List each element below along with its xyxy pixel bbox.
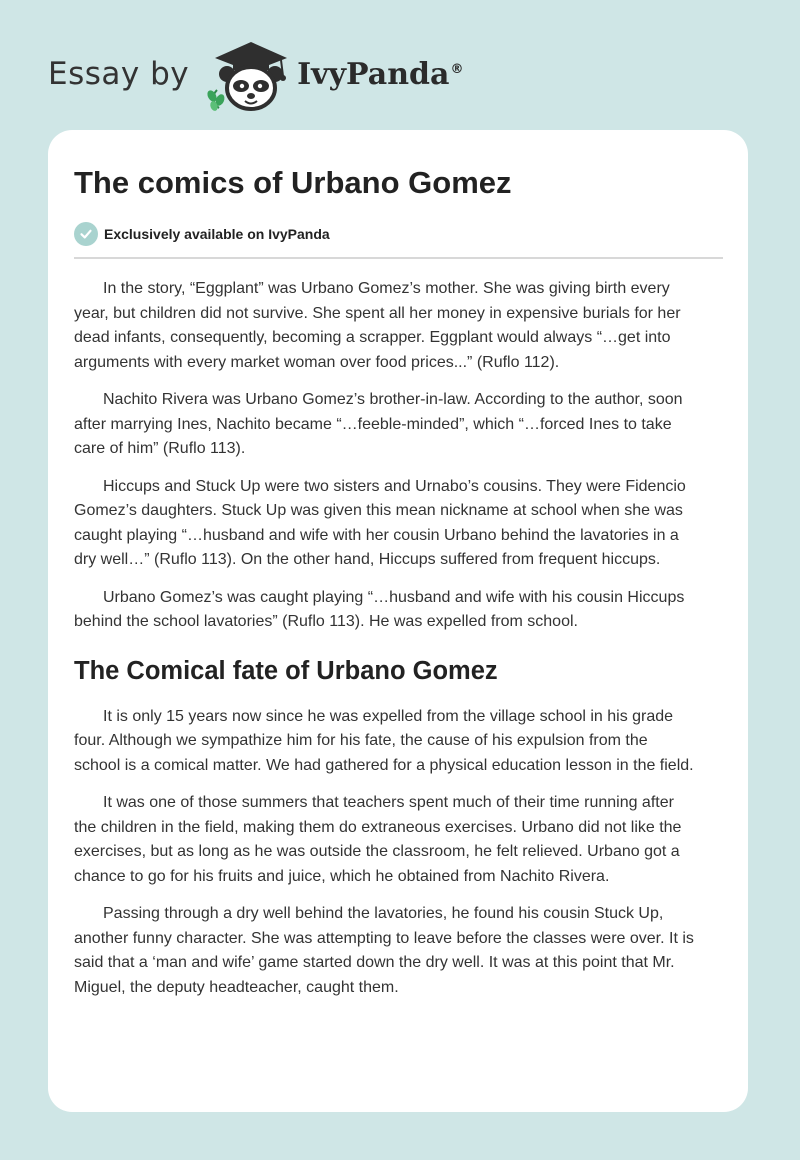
paragraph-line: said that a ‘man and wife’ game started down the dry well. It was at this point that Mr. <box>74 954 675 971</box>
section-heading: The Comical fate of Urbano Gomez <box>74 656 498 685</box>
paragraph-line: caught playing “…husband and wife with her cousin Urbano behind the lavatories in a <box>74 526 679 544</box>
panda-logo-icon[interactable] <box>203 36 295 112</box>
essay-by-label: Essay by <box>48 56 190 92</box>
paragraph <box>74 388 723 462</box>
essay-card <box>48 130 748 1112</box>
exclusive-badge <box>74 221 723 247</box>
paragraph <box>74 586 723 635</box>
brand-name <box>297 57 463 92</box>
essay-title: The comics of Urbano Gomez <box>74 165 512 200</box>
paragraph-line: the children in the field, making them do extraneous exercises. Urbano did not like the <box>74 818 682 836</box>
paragraph-line: Miguel, the deputy headteacher, caught them. <box>74 978 399 996</box>
paragraph-line: another funny character. She was attempting to leave before the classes were over. It is <box>74 929 694 947</box>
paragraph-line: arguments with every market woman over food prices...” (Ruflo 112). <box>74 353 560 371</box>
paragraph <box>74 791 723 889</box>
paragraph-line: Passing through a dry well behind the lavatories, he found his cousin Stuck Up, <box>103 905 664 922</box>
check-icon <box>74 222 98 246</box>
paragraph <box>74 705 723 779</box>
paragraph-line: It is only 15 years now since he was expelled from the village school in his grade <box>103 707 674 725</box>
registered-mark: ® <box>450 61 464 77</box>
exclusive-label: Exclusively available on IvyPanda <box>104 226 330 242</box>
paragraph-line: behind the school lavatories” (Ruflo 113). He was expelled from school. <box>74 613 578 630</box>
paragraph-line: Gomez’s daughters. Stuck Up was given this mean nickname at school when she was <box>74 502 683 519</box>
paragraph-line: care of him” (Ruflo 113). <box>74 440 246 457</box>
paragraph <box>74 277 723 375</box>
paragraph <box>74 475 723 573</box>
paragraph-line: year, but children did not survive. She spent all her money in expensive burials for her <box>74 304 681 322</box>
paragraph-line: dead infants, consequently, becoming a scrapper. Eggplant would always “…get into <box>74 329 671 346</box>
divider <box>74 257 723 259</box>
paragraph-line: after marrying Ines, Nachito became “…feeble-minded”, which “…forced Ines to take <box>74 415 672 433</box>
paragraph-line: school is a comical matter. We had gathered for a physical education lesson in the field. <box>74 756 694 774</box>
paragraph-line: chance to go for his fruits and juice, which he obtained from Nachito Rivera. <box>74 867 610 885</box>
paragraph-line: It was one of those summers that teachers spent much of their time running after <box>103 794 674 811</box>
paragraph-line: Nachito Rivera was Urbano Gomez’s brother-in-law. According to the author, soon <box>103 391 683 408</box>
paragraph-line: exercises, but as long as he was outside the classroom, he felt relieved. Urbano got a <box>74 843 680 860</box>
paragraph <box>74 902 723 1000</box>
paragraph-line: four. Although we sympathize him for his fate, the cause of his expulsion from the <box>74 732 648 749</box>
paragraph-line: Hiccups and Stuck Up were two sisters and Urnabo’s cousins. They were Fidencio <box>103 477 686 495</box>
site-header <box>48 36 463 112</box>
paragraph-line: dry well…” (Ruflo 113). On the other hand, Hiccups suffered from frequent hiccups. <box>74 551 661 568</box>
paragraph-line: In the story, “Eggplant” was Urbano Gomez’s mother. She was giving birth every <box>103 280 670 297</box>
brand-name-text: IvyPanda <box>297 56 450 92</box>
paragraph-line: Urbano Gomez’s was caught playing “…husband and wife with his cousin Hiccups <box>103 588 685 606</box>
